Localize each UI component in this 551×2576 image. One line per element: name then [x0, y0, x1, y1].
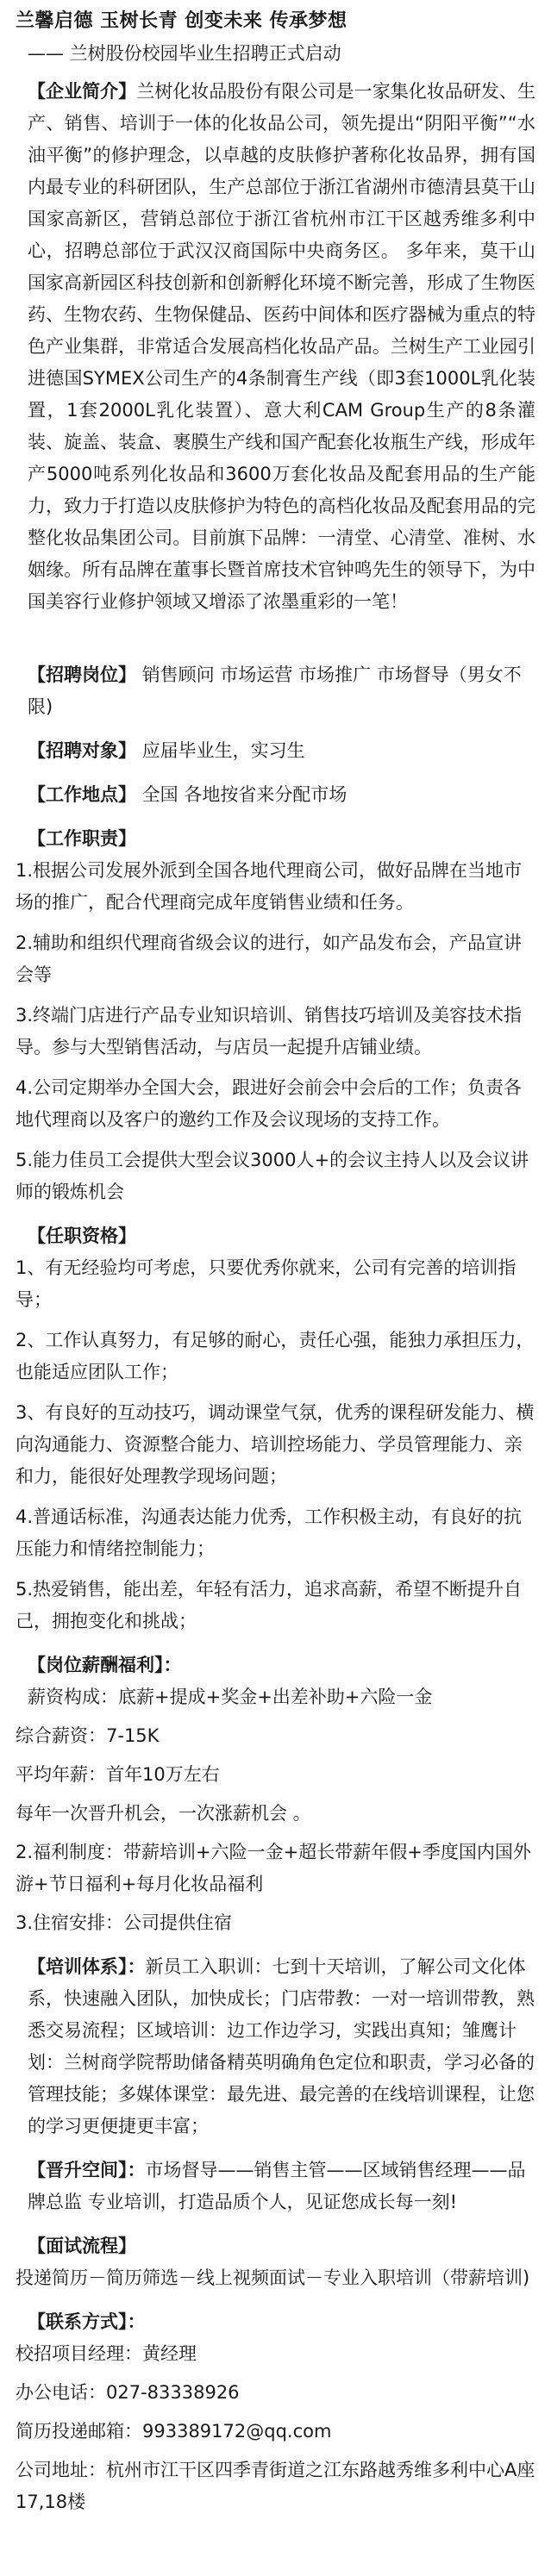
salary-composition: 薪资构成：底薪+提成+奖金+出差补助+六险一金 — [28, 1687, 433, 1707]
salary-total-label: 综合薪资： — [16, 1725, 106, 1746]
contact-email — [16, 2416, 535, 2448]
duty-item: 2.辅助和组织代理商省级会议的进行，如产品发布会，产品宣讲会等 — [16, 932, 523, 985]
target-section — [16, 735, 535, 767]
salary-label: 【岗位薪酬福利】： — [28, 1655, 182, 1675]
duty-item: 5.能力佳员工会提供大型会议3000人+的会议主持人以及会议讲师的锻炼机会 — [16, 1150, 529, 1202]
salary-annual — [16, 1759, 535, 1791]
company-intro — [16, 76, 535, 618]
positions-section — [16, 659, 535, 723]
location-text: 全国 各地按省来分配市场 — [141, 784, 348, 805]
promotion-text: 市场督导——销售主管——区域销售经理——品牌总监 专业培训，打造品质个人，见证您成长每一刻! — [28, 2160, 526, 2212]
contact-manager-value: 黄经理 — [142, 2343, 197, 2364]
qualification-item: 1、有无经验均可考虑，只要优秀你就来，公司有完善的培训指导； — [16, 1257, 517, 1310]
contact-address-label: 公司地址： — [16, 2460, 106, 2480]
contact-address-value: 杭州市江干区四季青街道之江东路越秀维多利中心A座17,18楼 — [16, 2460, 535, 2512]
location-section — [16, 779, 535, 811]
page-subtitle: —— 兰树股份校园毕业生招聘正式启动 — [28, 43, 341, 64]
location-label: 【工作地点】 — [28, 784, 136, 805]
salary-total — [16, 1720, 535, 1752]
contact-section — [16, 2306, 535, 2518]
company-intro-text: 兰树化妆品股份有限公司是一家集化妆品研发、生产、销售、培训于一体的化妆品公司，领先提出“阴阳平衡”“水油平衡”的修护理念，以卓越的皮肤修护著称化妆品界，拥有国内最专业的科研团队，生产总部位于浙江省湖州市德清县莫干山国家高新区，营销总部位于浙江省杭州市江干区越秀维多利中心，招聘总部位于武汉汉商国际中央商务区。 多年来，莫干山国家高新园区科技创新和创新孵化环境不断完善，形成了生物医药、生物农药、生物保健品、医药中间体和医疗器械为重点的特色产业集群，非常适合发展高档化妆品产品。兰树生产工业园引进德国SYMEX公司生产的4条制膏生产线（即3套1000L乳化装置，1套2000L乳化装置）、意大利CAM Group生产的8条灌装、旋盖、装盒、裹膜生产线和国产配套化妆瓶生产线，形成年产5000吨系列化妆品和3600万套化妆品及配套用品的生产能力，致力于打造以皮肤修护为特色的高档化妆品及配套用品的完整化妆品集团公司。目前旗下品牌：一清堂、心清堂、准树、水姻缘。所有品牌在董事长暨首席技术官钟鸣先生的领导下，为中国美容行业修护领域又增添了浓墨重彩的一笔！ — [28, 81, 536, 612]
contact-phone-label: 办公电话： — [16, 2382, 106, 2403]
salary-section — [16, 1650, 535, 1939]
interview-section — [16, 2230, 535, 2294]
interview-label: 【面试流程】 — [28, 2236, 136, 2256]
interview-text: 投递简历－简历筛选－线上视频面试－专业入职培训（带薪培训) — [16, 2267, 530, 2288]
target-label: 【招聘对象】 — [28, 740, 136, 761]
qualification-item: 4.普通话标准，沟通表达能力优秀，工作积极主动，有良好的抗压能力和情绪控制能力； — [16, 1506, 523, 1559]
contact-email-label: 简历投递邮箱： — [16, 2421, 142, 2442]
salary-total-value: 7-15K — [106, 1725, 160, 1746]
salary-annual-label: 平均年薪： — [16, 1764, 106, 1785]
duty-item: 1.根据公司发展外派到全国各地代理商公司，做好品牌在当地市场的推广，配合代理商完成年度销售业绩和任务。 — [16, 860, 523, 913]
positions-text: 销售顾问 市场运营 市场推广 市场督导（男女不限) — [28, 664, 522, 717]
salary-benefits: 2.福利制度：带薪培训+六险一金+超长带薪年假+季度国内国外游+节日福利+每月化妆品福利 — [16, 1842, 531, 1894]
contact-label: 【联系方式】： — [28, 2311, 146, 2332]
training-section — [16, 1951, 535, 2143]
salary-annual-value: 首年10万左右 — [106, 1764, 220, 1785]
contact-phone-value: 027-83338926 — [106, 2382, 240, 2403]
duties-label: 【工作职责】 — [28, 828, 136, 849]
duty-item: 4.公司定期举办全国大会，跟进好会前会中会后的工作；负责各地代理商以及客户的邀约工作及会议现场的支持工作。 — [16, 1077, 523, 1130]
qualification-item: 2、工作认真努力，有足够的耐心，责任心强，能独力承担压力，也能适应团队工作； — [16, 1330, 535, 1382]
target-text: 应届毕业生，实习生 — [141, 740, 305, 761]
contact-email-value[interactable]: 993389172@qq.com — [142, 2421, 332, 2442]
contact-manager — [16, 2338, 535, 2370]
promotion-label: 【晋升空间】： — [28, 2160, 146, 2180]
training-label: 【培训体系】： — [28, 1956, 146, 1977]
salary-raise: 每年一次晋升机会，一次涨薪机会 。 — [16, 1803, 311, 1824]
qualifications-label: 【任职资格】 — [28, 1226, 136, 1246]
duty-item: 3.终端门店进行产品专业知识培训、销售技巧培训及美容技术指导。参与大型销售活动，与店员一起提升店铺业绩。 — [16, 1005, 523, 1057]
positions-label: 【招聘岗位】 — [28, 664, 136, 685]
training-text: 新员工入职训：七到十天培训，了解公司文化体系，快速融入团队，加快成长；门店带教：一对一培训带教，熟悉交易流程；区域培训：边工作边学习，实践出真知；雏鹰计划：兰树商学院帮助储备精英明确角色定位和职责，学习必备的管理技能；多媒体课堂：最先进、最完善的在线培训课程，让您的学习更便捷更丰富； — [28, 1956, 535, 2136]
contact-phone — [16, 2377, 535, 2409]
qualification-item: 5.热爱销售，能出差，年轻有活力，追求高薪，希望不断提升自己，拥抱变化和挑战； — [16, 1579, 523, 1631]
company-intro-label: 【企业简介】 — [28, 81, 137, 102]
qualifications-section — [16, 1220, 535, 1637]
promotion-section — [16, 2155, 535, 2218]
page-title: 兰馨启德 玉树长青 创变未来 传承梦想 — [16, 10, 348, 32]
contact-address — [16, 2454, 535, 2518]
qualification-item: 3、有良好的互动技巧，调动课堂气氛，优秀的课程研发能力、横向沟通能力、资源整合能力、培训控场能力、学员管理能力、亲和力，能很好处理教学现场问题； — [16, 1402, 535, 1487]
duties-section — [16, 823, 535, 1208]
contact-manager-label: 校招项目经理： — [16, 2343, 142, 2364]
salary-housing: 3.住宿安排：公司提供住宿 — [16, 1912, 233, 1933]
